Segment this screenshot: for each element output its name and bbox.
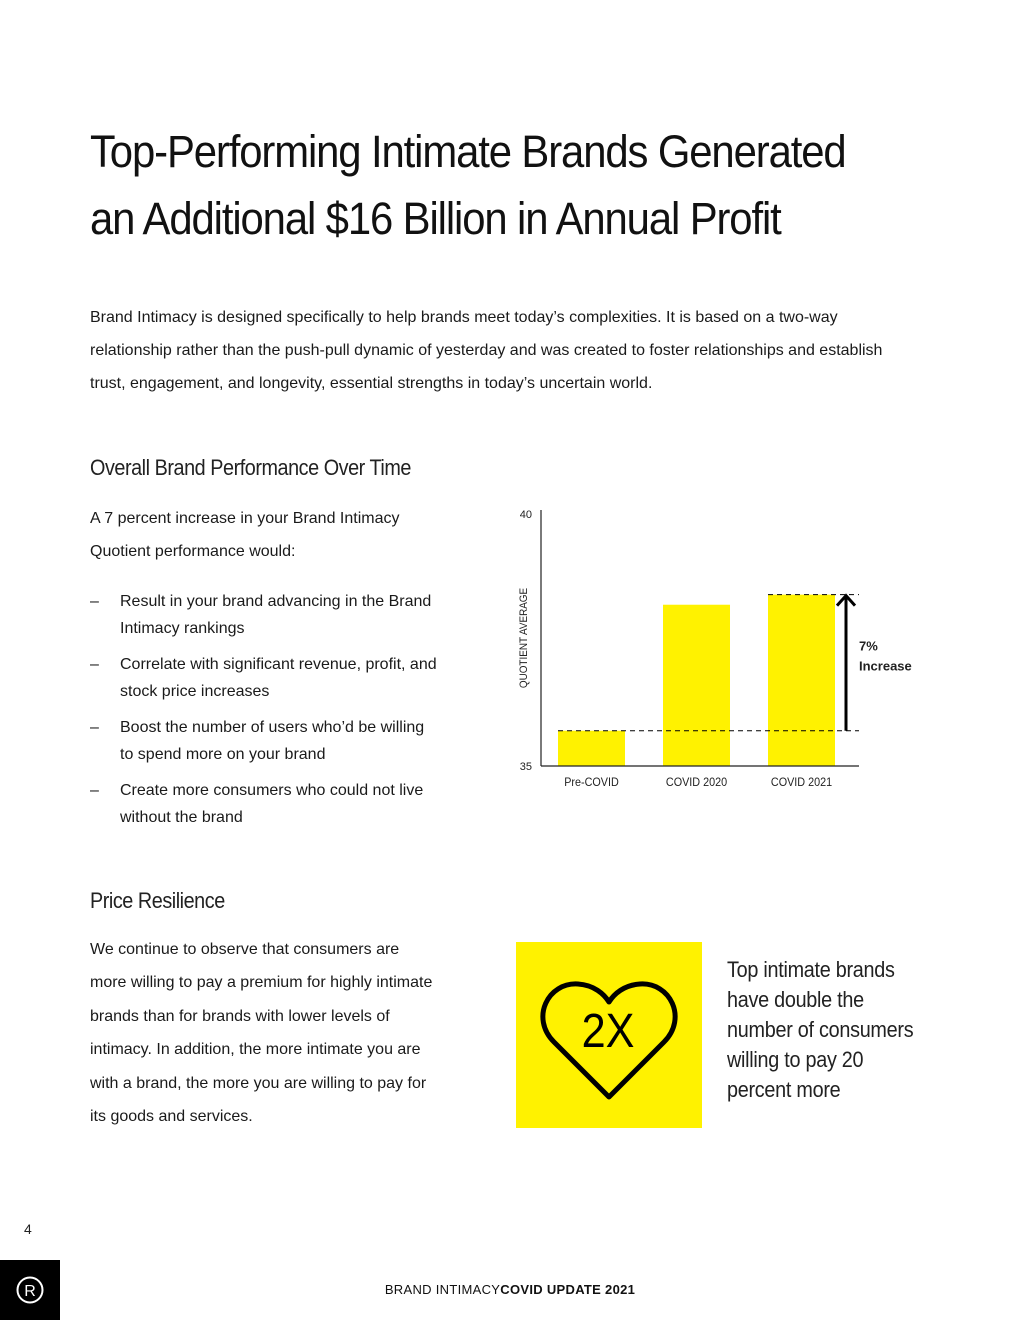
performance-bar-chart: [505, 500, 925, 800]
chart-bar: [663, 605, 730, 766]
page-number: 4: [24, 1221, 32, 1237]
bullet-text: Correlate with significant revenue, profit, and stock price increases: [120, 656, 437, 700]
footer-label-bold: COVID UPDATE 2021: [500, 1282, 636, 1297]
intro-paragraph: Brand Intimacy is designed specifically to help brands meet today’s complexities. It is based on a two-way relationship rather than the push-pull dynamic of yesterday and was created to foster relationships and establish trust, engagement, and longevity, essential strengths in today’s uncertain world.: [90, 309, 883, 392]
bullet-dash: –: [90, 656, 99, 673]
performance-heading: Overall Brand Performance Over Time: [90, 455, 411, 480]
bullet-item: [90, 588, 440, 642]
page-title: [90, 118, 890, 252]
y-tick-label: 35: [519, 761, 532, 773]
bullet-item: [90, 651, 440, 705]
bullet-item: [90, 714, 440, 768]
price-callout: Top intimate brands have double the number of consumers willing to pay 20 percent more: [727, 957, 914, 1102]
performance-bullet-list: [90, 588, 440, 840]
x-tick-label: Pre-COVID: [564, 776, 619, 790]
chart-bar: [558, 731, 625, 766]
bullet-text: Boost the number of users who’d be willing to spend more on your brand: [120, 719, 425, 763]
y-tick-label: 40: [519, 509, 532, 521]
badge-multiplier: 2X: [581, 1003, 635, 1058]
bullet-dash: –: [90, 593, 99, 610]
price-badge: [516, 942, 702, 1128]
x-tick-label: COVID 2020: [665, 776, 728, 790]
price-heading: Price Resilience: [90, 888, 225, 913]
footer-label-light: BRAND INTIMACY: [384, 1282, 501, 1297]
x-tick-label: COVID 2021: [770, 776, 833, 790]
bullet-item: [90, 777, 440, 831]
performance-lead: A 7 percent increase in your Brand Intimacy Quotient performance would:: [90, 510, 400, 560]
chart-bar: [768, 595, 835, 766]
price-paragraph: We continue to observe that consumers are more willing to pay a premium for highly intimate brands than for brands with lower levels of intimacy. In addition, the more intimate you are with a brand, the more you are willing to pay for its goods and services.: [90, 941, 433, 1126]
increase-percent-label: 7%: [859, 638, 878, 654]
bullet-text: Create more consumers who could not live without the brand: [120, 782, 424, 826]
y-axis-title: QUOTIENT AVERAGE: [518, 587, 531, 689]
footer-label: [0, 1282, 1020, 1297]
logo-letter: R: [24, 1283, 36, 1300]
increase-text-label: Increase: [859, 658, 912, 674]
heart-icon: [516, 942, 702, 1128]
bullet-dash: –: [90, 782, 99, 799]
bullet-dash: –: [90, 719, 99, 736]
page-title-line-1: Top-Performing Intimate Brands Generated: [90, 126, 846, 177]
page-title-line-2: an Additional $16 Billion in Annual Profit: [90, 193, 781, 244]
bullet-text: Result in your brand advancing in the Brand Intimacy rankings: [120, 593, 432, 637]
